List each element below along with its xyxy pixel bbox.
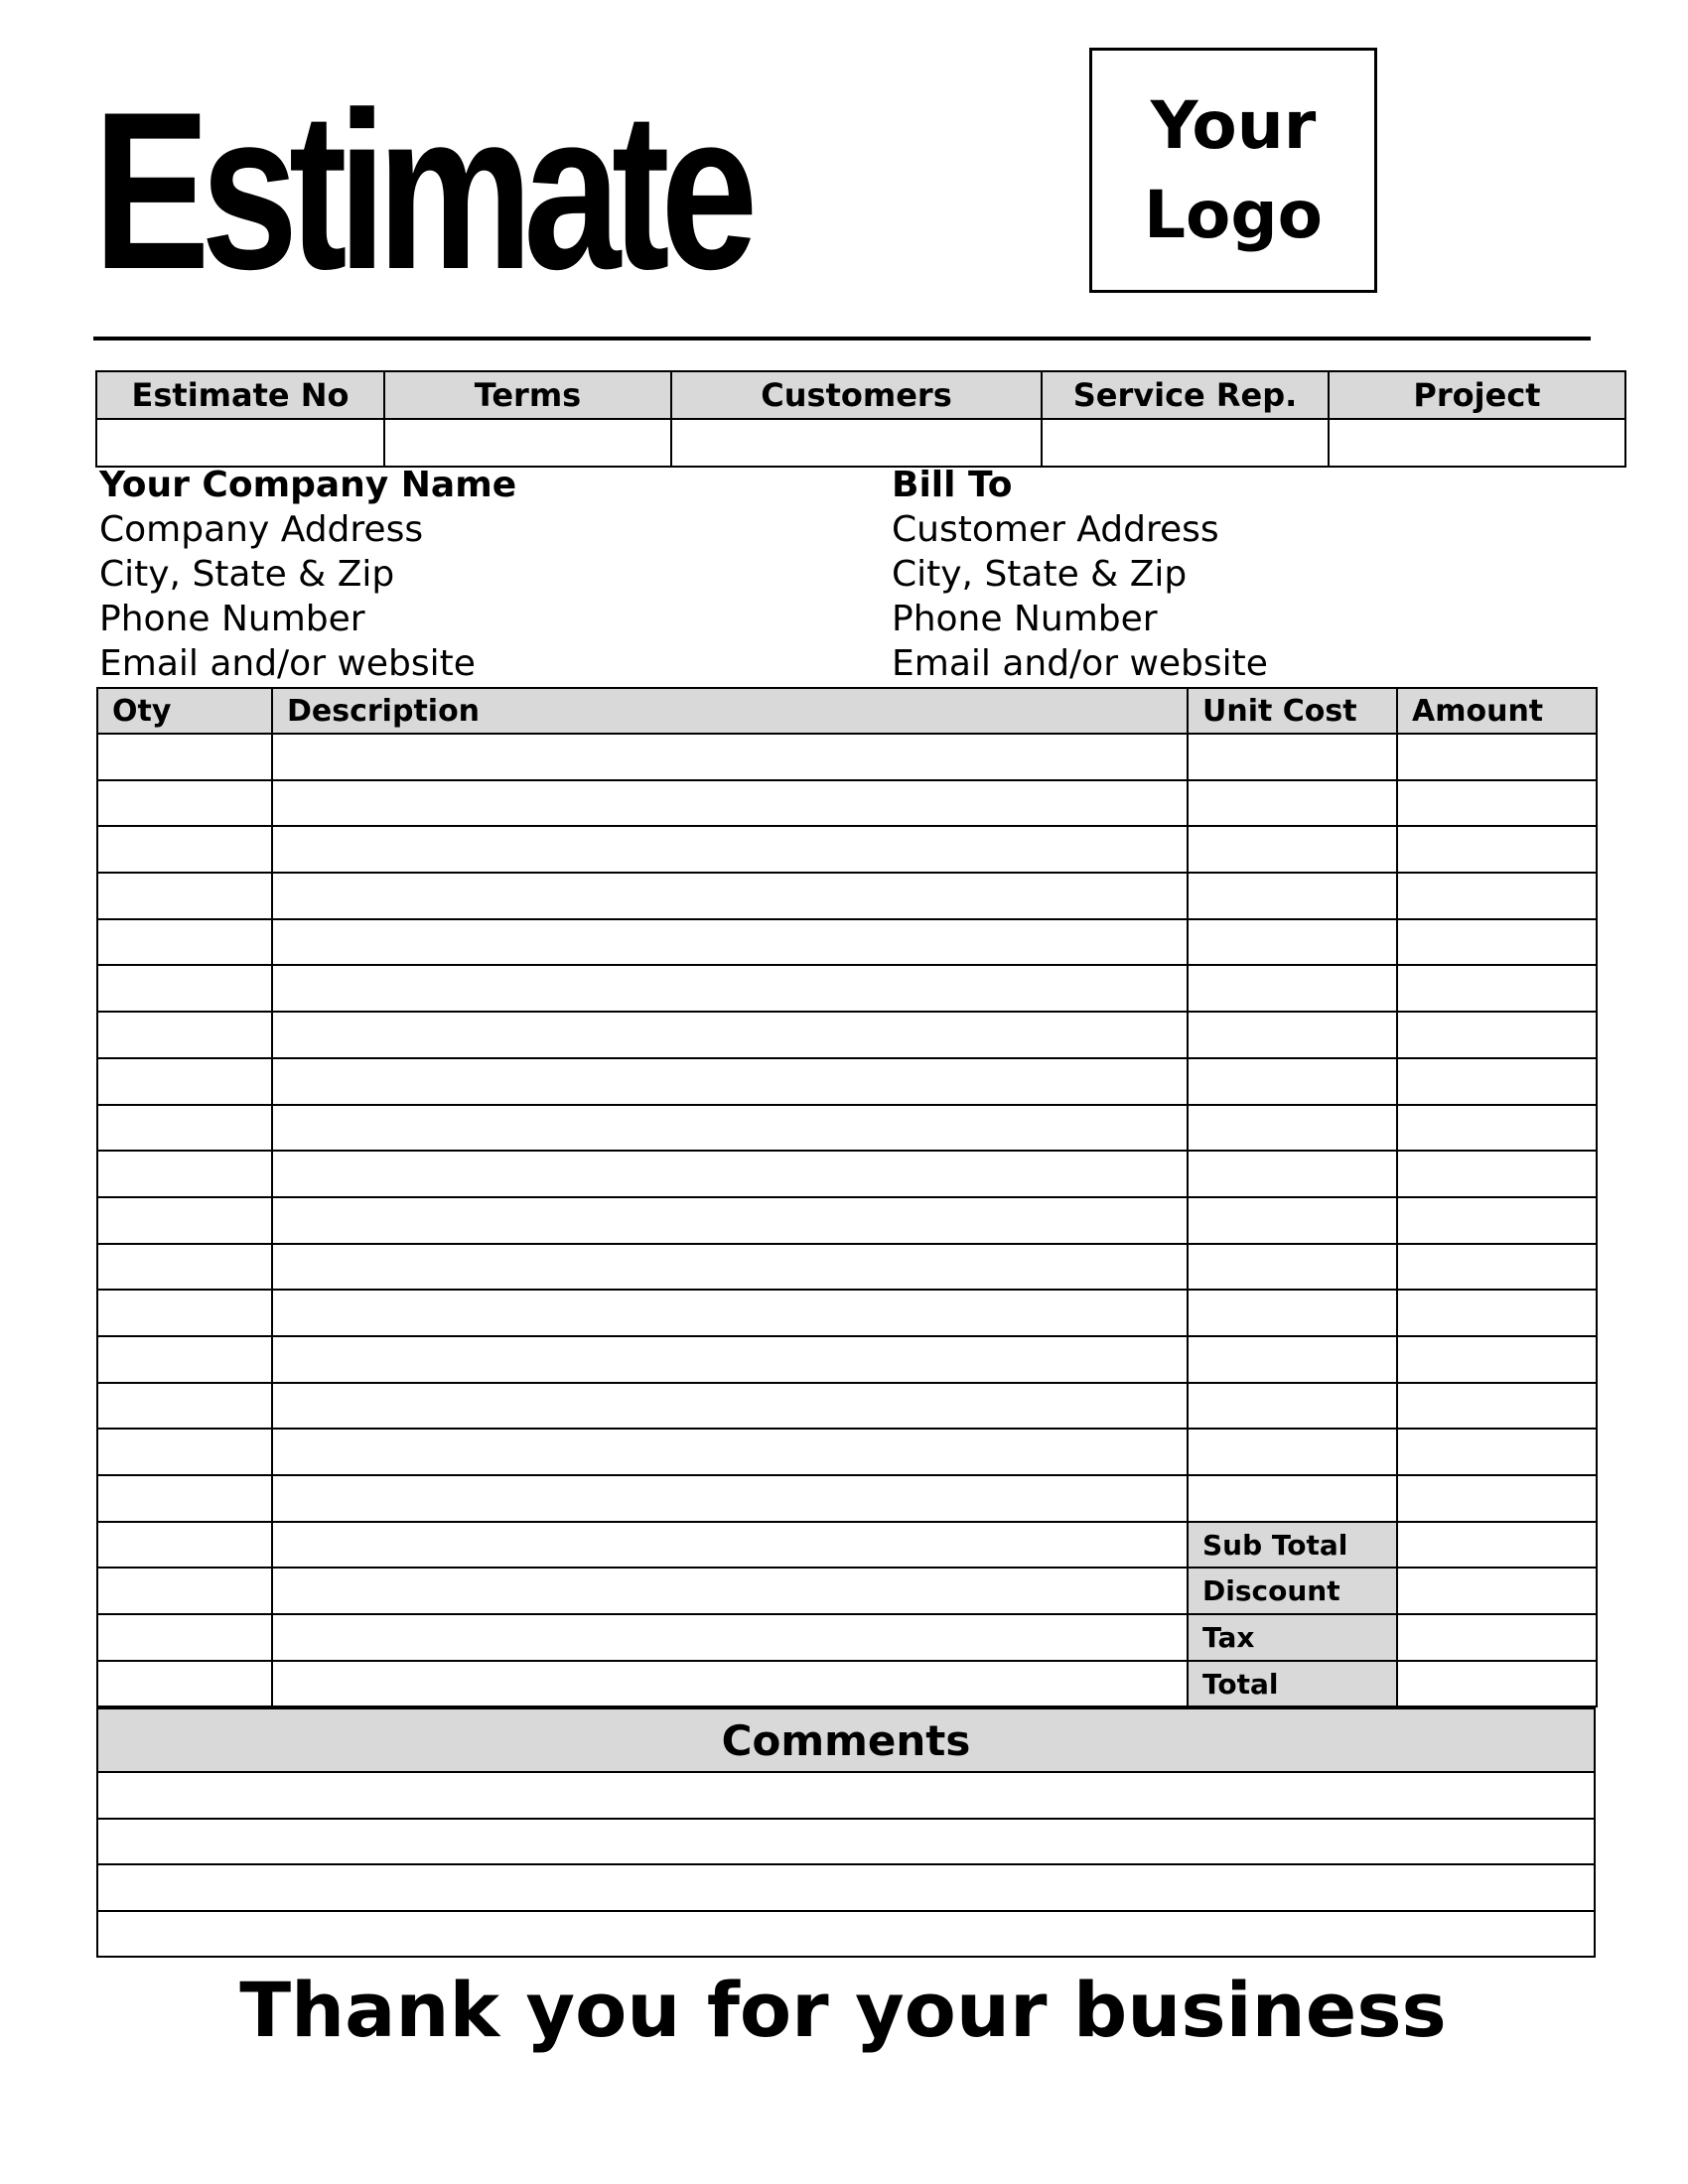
qty-cell[interactable]: [97, 1383, 272, 1430]
qty-cell[interactable]: [97, 1568, 272, 1614]
amount-cell[interactable]: [1397, 1429, 1597, 1475]
document-title: Estimate: [93, 65, 749, 316]
qty-cell[interactable]: [97, 734, 272, 780]
line-items-table: [96, 687, 1598, 1707]
line-item-row: [97, 919, 1597, 966]
qty-cell[interactable]: [97, 826, 272, 873]
description-cell[interactable]: [272, 780, 1188, 827]
company-address-block: [99, 463, 854, 686]
project-cell[interactable]: [1329, 419, 1625, 467]
amount-cell[interactable]: [1397, 1290, 1597, 1336]
amount-cell[interactable]: [1397, 780, 1597, 827]
customer-email: Email and/or website: [892, 643, 1268, 684]
comment-row: [97, 1864, 1595, 1911]
unit-cost-cell[interactable]: [1188, 1383, 1397, 1430]
line-item-row: [97, 780, 1597, 827]
amount-cell[interactable]: [1397, 1058, 1597, 1105]
unit-cost-cell[interactable]: [1188, 919, 1397, 966]
summary-row-total: [97, 1661, 1597, 1707]
qty-cell[interactable]: [97, 1614, 272, 1661]
amount-cell[interactable]: [1397, 1475, 1597, 1522]
line-item-row: [97, 1429, 1597, 1475]
description-cell[interactable]: [272, 1012, 1188, 1058]
line-item-row: [97, 1290, 1597, 1336]
company-email: Email and/or website: [99, 643, 476, 684]
amount-header: Amount: [1397, 688, 1597, 734]
customer-phone: Phone Number: [892, 599, 1158, 639]
description-cell[interactable]: [272, 1244, 1188, 1291]
qty-cell[interactable]: [97, 1522, 272, 1569]
tax-label: Tax: [1188, 1614, 1397, 1661]
tax-value-cell[interactable]: [1397, 1614, 1597, 1661]
summary-row-discount: [97, 1568, 1597, 1614]
unit-cost-cell[interactable]: [1188, 1290, 1397, 1336]
discount-value-cell[interactable]: [1397, 1568, 1597, 1614]
line-item-row: [97, 826, 1597, 873]
amount-cell[interactable]: [1397, 1383, 1597, 1430]
title-divider: [93, 337, 1591, 341]
subtotal-value-cell[interactable]: [1397, 1522, 1597, 1569]
amount-cell[interactable]: [1397, 1012, 1597, 1058]
description-cell[interactable]: [272, 1429, 1188, 1475]
qty-cell[interactable]: [97, 1429, 272, 1475]
description-cell[interactable]: [272, 1105, 1188, 1152]
unit-cost-cell[interactable]: [1188, 1058, 1397, 1105]
customers-cell[interactable]: [671, 419, 1042, 467]
description-cell[interactable]: [272, 1614, 1188, 1661]
logo-placeholder: [1089, 48, 1377, 293]
summary-row-subtotal: [97, 1522, 1597, 1569]
bill-to-heading: Bill To: [892, 465, 1013, 505]
unit-cost-cell[interactable]: [1188, 1244, 1397, 1291]
amount-cell[interactable]: [1397, 826, 1597, 873]
amount-cell[interactable]: [1397, 873, 1597, 919]
line-item-row: [97, 1336, 1597, 1383]
thank-you-message: Thank you for your business: [239, 1966, 1447, 2054]
description-cell[interactable]: [272, 1197, 1188, 1244]
estimate-info-value-row: [96, 419, 1625, 467]
description-cell[interactable]: [272, 1058, 1188, 1105]
unit-cost-cell[interactable]: [1188, 873, 1397, 919]
estimate-info-header-row: [96, 371, 1625, 419]
subtotal-label: Sub Total: [1188, 1522, 1397, 1569]
comments-heading: Comments: [97, 1708, 1595, 1772]
line-item-row: [97, 1197, 1597, 1244]
summary-row-tax: [97, 1614, 1597, 1661]
amount-cell[interactable]: [1397, 919, 1597, 966]
comments-body: [97, 1772, 1595, 1957]
comment-row: [97, 1819, 1595, 1865]
amount-cell[interactable]: [1397, 1336, 1597, 1383]
unit-cost-cell[interactable]: [1188, 1336, 1397, 1383]
description-cell[interactable]: [272, 1151, 1188, 1197]
description-cell[interactable]: [272, 1383, 1188, 1430]
qty-cell[interactable]: [97, 780, 272, 827]
logo-text-line2: Logo: [1144, 176, 1323, 253]
comment-line[interactable]: [97, 1819, 1595, 1865]
qty-cell[interactable]: [97, 1012, 272, 1058]
line-item-row: [97, 965, 1597, 1012]
discount-label: Discount: [1188, 1568, 1397, 1614]
description-cell[interactable]: [272, 1568, 1188, 1614]
comment-line[interactable]: [97, 1864, 1595, 1911]
description-cell[interactable]: [272, 919, 1188, 966]
customer-address: Customer Address: [892, 509, 1219, 550]
description-cell[interactable]: [272, 1522, 1188, 1569]
customer-city: City, State & Zip: [892, 554, 1188, 595]
description-cell[interactable]: [272, 873, 1188, 919]
qty-cell[interactable]: [97, 1244, 272, 1291]
unit-cost-cell[interactable]: [1188, 1197, 1397, 1244]
line-item-row: [97, 734, 1597, 780]
amount-cell[interactable]: [1397, 1244, 1597, 1291]
unit-cost-header: Unit Cost: [1188, 688, 1397, 734]
description-cell[interactable]: [272, 965, 1188, 1012]
amount-cell[interactable]: [1397, 1197, 1597, 1244]
amount-cell[interactable]: [1397, 734, 1597, 780]
line-item-row: [97, 1244, 1597, 1291]
company-city: City, State & Zip: [99, 554, 395, 595]
terms-cell[interactable]: [384, 419, 671, 467]
line-item-row: [97, 873, 1597, 919]
qty-cell[interactable]: [97, 1058, 272, 1105]
unit-cost-cell[interactable]: [1188, 965, 1397, 1012]
comment-row: [97, 1772, 1595, 1819]
unit-cost-cell[interactable]: [1188, 1429, 1397, 1475]
description-cell[interactable]: [272, 1290, 1188, 1336]
unit-cost-cell[interactable]: [1188, 1105, 1397, 1152]
terms-header: Terms: [384, 371, 671, 419]
comment-line[interactable]: [97, 1772, 1595, 1819]
description-cell[interactable]: [272, 826, 1188, 873]
estimate-no-cell[interactable]: [96, 419, 384, 467]
line-item-row: [97, 1012, 1597, 1058]
qty-cell[interactable]: [97, 1151, 272, 1197]
comment-row: [97, 1911, 1595, 1958]
line-items-header-row: [97, 688, 1597, 734]
company-name: Your Company Name: [99, 465, 517, 505]
description-cell[interactable]: [272, 1661, 1188, 1707]
qty-cell[interactable]: [97, 873, 272, 919]
estimate-no-header: Estimate No: [96, 371, 384, 419]
comments-header-row: [97, 1708, 1595, 1772]
description-header: Description: [272, 688, 1188, 734]
line-item-row: [97, 1105, 1597, 1152]
company-phone: Phone Number: [99, 599, 365, 639]
line-items-body: [97, 734, 1597, 1706]
company-address: Company Address: [99, 509, 424, 550]
unit-cost-cell[interactable]: [1188, 826, 1397, 873]
line-item-row: [97, 1058, 1597, 1105]
qty-cell[interactable]: [97, 1197, 272, 1244]
service-rep-cell[interactable]: [1042, 419, 1329, 467]
service-rep-header: Service Rep.: [1042, 371, 1329, 419]
amount-cell[interactable]: [1397, 1105, 1597, 1152]
qty-cell[interactable]: [97, 1475, 272, 1522]
qty-cell[interactable]: [97, 1105, 272, 1152]
qty-cell[interactable]: [97, 1290, 272, 1336]
description-cell[interactable]: [272, 734, 1188, 780]
unit-cost-cell[interactable]: [1188, 1151, 1397, 1197]
line-item-row: [97, 1475, 1597, 1522]
comment-line[interactable]: [97, 1911, 1595, 1958]
qty-cell[interactable]: [97, 919, 272, 966]
description-cell[interactable]: [272, 1475, 1188, 1522]
project-header: Project: [1329, 371, 1625, 419]
qty-cell[interactable]: [97, 1661, 272, 1707]
total-value-cell[interactable]: [1397, 1661, 1597, 1707]
unit-cost-cell[interactable]: [1188, 780, 1397, 827]
qty-cell[interactable]: [97, 965, 272, 1012]
qty-cell[interactable]: [97, 1336, 272, 1383]
line-item-row: [97, 1383, 1597, 1430]
comments-table: [96, 1707, 1596, 1958]
total-label: Total: [1188, 1661, 1397, 1707]
logo-text-line1: Your: [1150, 86, 1317, 164]
unit-cost-cell[interactable]: [1188, 1012, 1397, 1058]
amount-cell[interactable]: [1397, 1151, 1597, 1197]
amount-cell[interactable]: [1397, 965, 1597, 1012]
estimate-info-table: [95, 370, 1626, 468]
unit-cost-cell[interactable]: [1188, 734, 1397, 780]
qty-header: Oty: [97, 688, 272, 734]
unit-cost-cell[interactable]: [1188, 1475, 1397, 1522]
bill-to-block: [892, 463, 1626, 686]
customers-header: Customers: [671, 371, 1042, 419]
description-cell[interactable]: [272, 1336, 1188, 1383]
line-item-row: [97, 1151, 1597, 1197]
